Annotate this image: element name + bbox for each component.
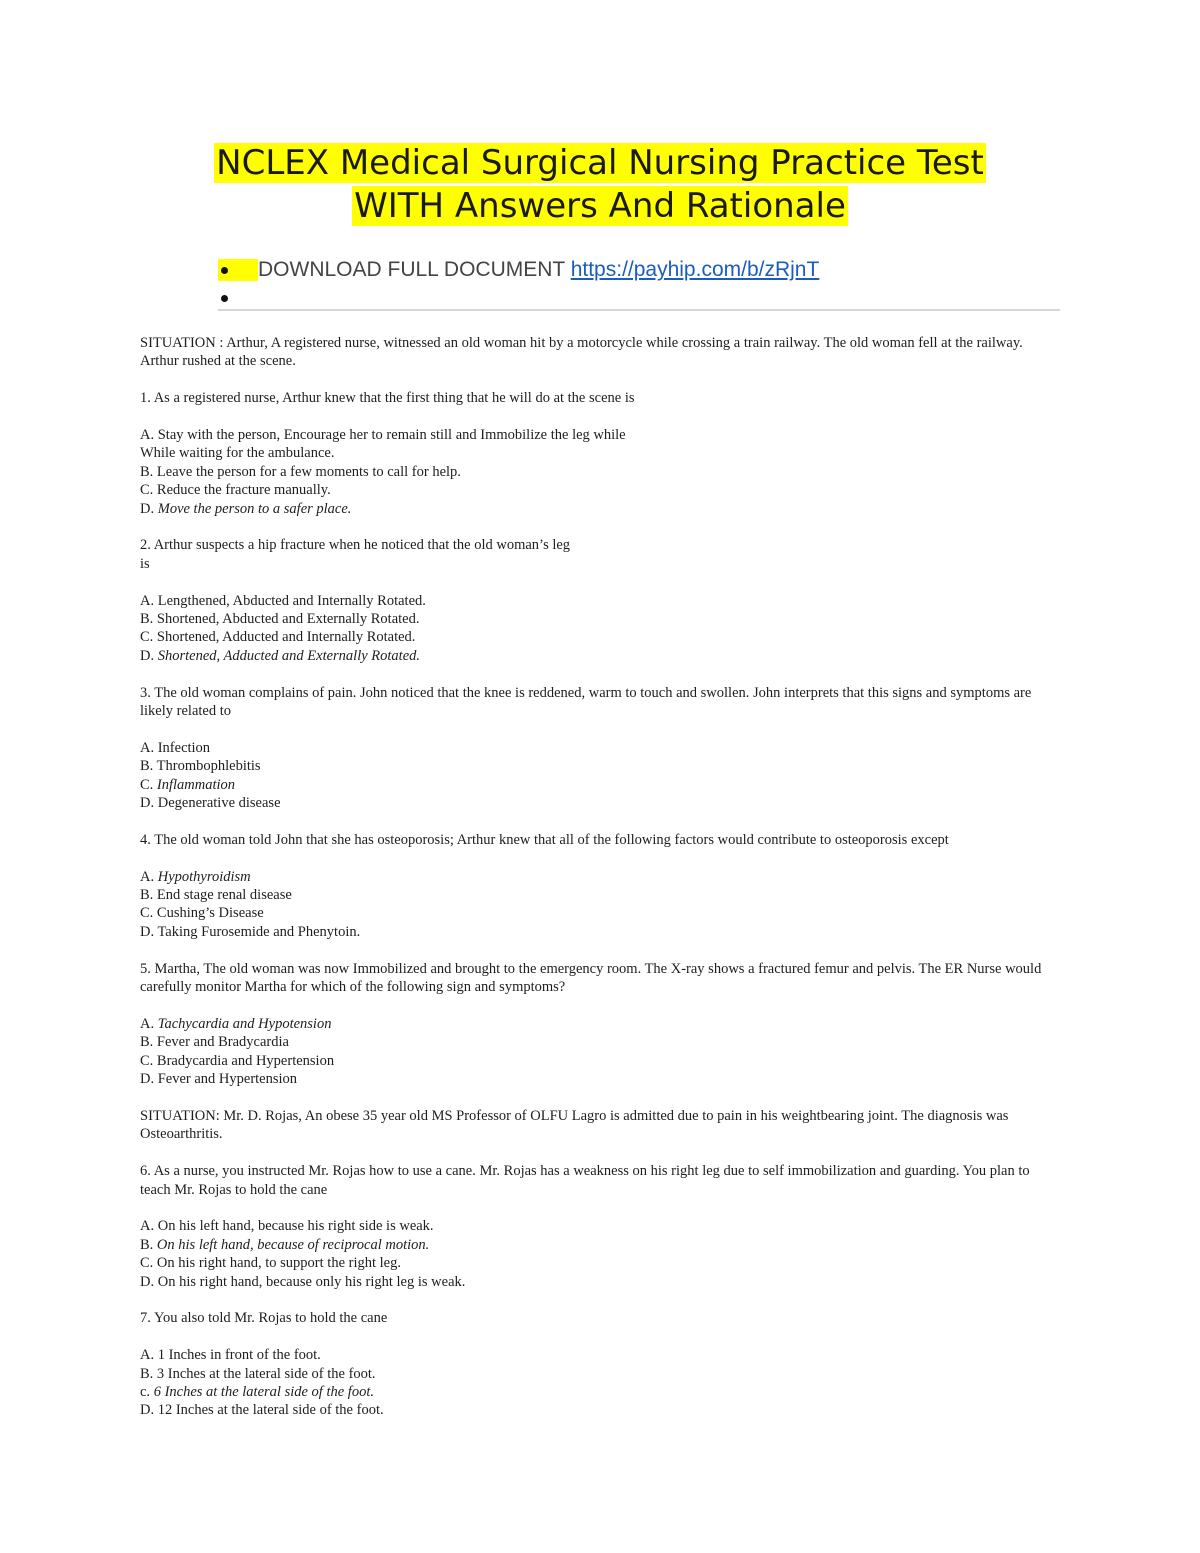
q5-option-a-text: Tachycardia and Hypotension [157, 1015, 332, 1032]
question-7-options [140, 1346, 1055, 1420]
q2-stem-line2: is [140, 555, 150, 572]
question-3-stem: 3. The old woman complains of pain. John noticed that the knee is reddened, warm to touch and swollen. John interprets that this signs and symptoms are likely related to [140, 684, 1032, 720]
document-body [140, 334, 1055, 1438]
situation-paragraph-2: SITUATION: Mr. D. Rojas, An obese 35 year old MS Professor of OLFU Lagro is admitted due to pain in his weightbearing joint. The diagnosis was Osteoarthritis. [140, 1107, 1009, 1143]
q6-option-a: A. On his left hand, because his right side is weak. [140, 1218, 434, 1235]
q2-option-b: B. Shortened, Abducted and Externally Rotated. [140, 611, 420, 628]
q2-option-a: A. Lengthened, Abducted and Internally Rotated. [140, 592, 426, 609]
bullet-icon [218, 287, 258, 309]
document-title [0, 142, 1200, 228]
q3-option-c-prefix: C. [140, 776, 157, 793]
q4-option-b: B. End stage renal disease [140, 887, 292, 904]
q1-option-c: C. Reduce the fracture manually. [140, 482, 331, 499]
download-bullet-list [218, 256, 819, 312]
q7-option-d: D. 12 Inches at the lateral side of the foot. [140, 1402, 384, 1419]
q5-option-b: B. Fever and Bradycardia [140, 1034, 289, 1051]
empty-bullet-item [218, 284, 819, 312]
bullet-icon [218, 259, 258, 281]
question-3-options [140, 739, 1055, 813]
q2-option-d-text: Shortened, Adducted and Externally Rotated. [157, 647, 421, 664]
q2-option-d-prefix: D. [140, 647, 158, 664]
q3-option-c [140, 776, 1055, 794]
question-6-options [140, 1217, 1055, 1291]
q5-option-a-prefix: A. [140, 1015, 158, 1032]
q3-option-c-text: Inflammation [156, 776, 236, 793]
q1-option-d-prefix: D. [140, 500, 158, 517]
horizontal-divider [218, 309, 1060, 311]
question-1-stem: 1. As a registered nurse, Arthur knew that the first thing that he will do at the scene is [140, 390, 635, 407]
q1-option-a-line2: While waiting for the ambulance. [140, 445, 335, 462]
q6-option-b-text: On his left hand, because of reciprocal motion. [156, 1236, 430, 1253]
q3-option-b: B. Thrombophlebitis [140, 758, 261, 775]
q4-option-d: D. Taking Furosemide and Phenytoin. [140, 923, 361, 940]
q2-option-d [140, 647, 1055, 665]
question-4-options [140, 868, 1055, 942]
q3-option-a: A. Infection [140, 739, 211, 756]
download-label: DOWNLOAD FULL DOCUMENT [258, 258, 565, 281]
q7-option-c [140, 1383, 1055, 1401]
question-6-stem: 6. As a nurse, you instructed Mr. Rojas how to use a cane. Mr. Rojas has a weakness on his right leg due to self immobilization and guarding. You plan to teach Mr. Rojas to hold the cane [140, 1163, 1030, 1198]
question-5-stem: 5. Martha, The old woman was now Immobilized and brought to the emergency room. The X-ray shows a fractured femur and pelvis. The ER Nurse would carefully monitor Martha for which of the following sign and symptoms? [140, 960, 1042, 996]
q6-option-b [140, 1236, 1055, 1254]
q3-option-d: D. Degenerative disease [140, 795, 281, 812]
q7-option-b: B. 3 Inches at the lateral side of the foot. [140, 1365, 376, 1382]
q1-option-b: B. Leave the person for a few moments to call for help. [140, 463, 461, 480]
question-4-stem: 4. The old woman told John that she has osteoporosis; Arthur knew that all of the following factors would contribute to osteoporosis except [140, 831, 949, 848]
q4-option-a [140, 868, 1055, 886]
q5-option-a [140, 1015, 1055, 1033]
q6-option-c: C. On his right hand, to support the right leg. [140, 1255, 401, 1272]
title-line-1: NCLEX Medical Surgical Nursing Practice Test [216, 143, 984, 183]
q7-option-a: A. 1 Inches in front of the foot. [140, 1347, 321, 1364]
question-1-options [140, 426, 1055, 518]
q1-option-a-line1: A. Stay with the person, Encourage her to remain still and Immobilize the leg while [140, 427, 626, 443]
q1-option-d-text: Move the person to a safer place. [157, 500, 352, 517]
q6-option-b-prefix: B. [140, 1236, 157, 1253]
q2-option-c: C. Shortened, Adducted and Internally Rotated. [140, 629, 416, 646]
q1-option-d [140, 500, 1055, 518]
title-line-2: WITH Answers And Rationale [354, 186, 846, 226]
q5-option-d: D. Fever and Hypertension [140, 1071, 298, 1088]
q7-option-c-prefix: c. [140, 1383, 154, 1400]
download-bullet-item [218, 256, 819, 284]
situation-paragraph-1: SITUATION : Arthur, A registered nurse, witnessed an old woman hit by a motorcycle while crossing a train railway. The old woman fell at the railway. Arthur rushed at the scene. [140, 335, 1023, 370]
question-2-options [140, 592, 1055, 666]
question-7-stem: 7. You also told Mr. Rojas to hold the cane [140, 1310, 388, 1327]
question-5-options [140, 1015, 1055, 1089]
question-2-stem [140, 536, 1055, 573]
download-link[interactable]: https://payhip.com/b/zRjnT [570, 258, 820, 281]
q2-stem-line1: 2. Arthur suspects a hip fracture when he noticed that the old woman’s leg [140, 537, 571, 554]
q4-option-a-prefix: A. [140, 868, 158, 885]
q5-option-c: C. Bradycardia and Hypertension [140, 1052, 335, 1069]
q4-option-c: C. Cushing’s Disease [140, 905, 264, 922]
q4-option-a-text: Hypothyroidism [157, 868, 251, 885]
q6-option-d: D. On his right hand, because only his right leg is weak. [140, 1273, 466, 1290]
q7-option-c-text: 6 Inches at the lateral side of the foot. [153, 1383, 374, 1400]
